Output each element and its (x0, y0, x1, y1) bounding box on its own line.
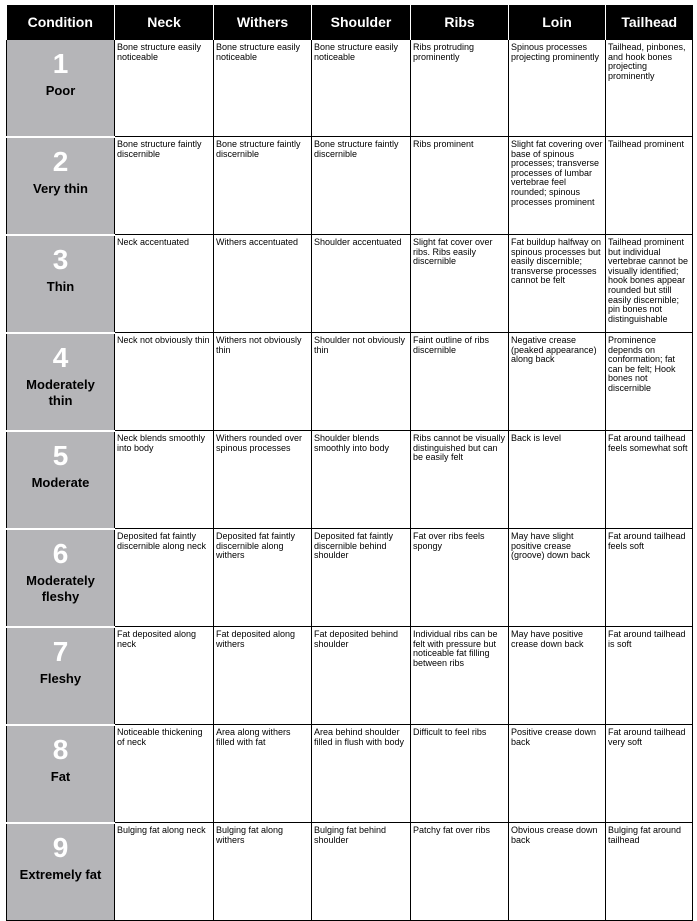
condition-label: Fleshy (39, 670, 82, 686)
neck-cell: Fat deposited along neck (115, 627, 214, 725)
table-row (7, 627, 693, 725)
condition-score: 6 (52, 537, 69, 569)
tailhead-cell: Tailhead prominent (606, 137, 693, 235)
condition-cell (7, 823, 115, 921)
condition-label: Moderate (31, 474, 90, 490)
condition-score: 1 (52, 47, 69, 79)
ribs-cell: Ribs protruding prominently (411, 40, 509, 137)
loin-cell: Spinous processes projecting prominently (509, 40, 606, 137)
shoulder-cell: Shoulder blends smoothly into body (312, 431, 411, 529)
condition-score: 8 (52, 733, 69, 765)
loin-cell: Obvious crease down back (509, 823, 606, 921)
neck-cell: Bulging fat along neck (115, 823, 214, 921)
table-row (7, 529, 693, 627)
neck-cell: Bone structure easily noticeable (115, 40, 214, 137)
loin-cell: Negative crease (peaked appearance) along back (509, 333, 606, 431)
neck-cell: Neck not obviously thin (115, 333, 214, 431)
condition-score: 7 (52, 635, 69, 667)
withers-cell: Withers rounded over spinous processes (214, 431, 312, 529)
ribs-cell: Slight fat cover over ribs. Ribs easily discernible (411, 235, 509, 333)
withers-cell: Deposited fat faintly discernible along withers (214, 529, 312, 627)
condition-score: 4 (52, 341, 69, 373)
header-neck: Neck (115, 5, 214, 40)
condition-cell (7, 627, 115, 725)
tailhead-cell: Bulging fat around tailhead (606, 823, 693, 921)
tailhead-cell: Fat around tailhead is soft (606, 627, 693, 725)
condition-label: Extremely fat (19, 866, 102, 882)
condition-label: Fat (50, 768, 71, 784)
tailhead-cell: Tailhead, pinbones, and hook bones projecting prominently (606, 40, 693, 137)
condition-label: Very thin (33, 180, 88, 196)
loin-cell: Slight fat covering over base of spinous processes; transverse processes of lumbar vertebrae feel rounded; spinous processes prominent (509, 137, 606, 235)
ribs-cell: Fat over ribs feels spongy (411, 529, 509, 627)
tailhead-cell: Fat around tailhead feels somewhat soft (606, 431, 693, 529)
header-withers: Withers (214, 5, 312, 40)
shoulder-cell: Deposited fat faintly discernible behind shoulder (312, 529, 411, 627)
neck-cell: Noticeable thickening of neck (115, 725, 214, 823)
shoulder-cell: Bone structure faintly discernible (312, 137, 411, 235)
condition-label: Thin (46, 278, 75, 294)
header-row (7, 5, 693, 40)
tailhead-cell: Tailhead prominent but individual vertebrae cannot be visually identified; hook bones appear rounded but still easily discernible; pin bones not distinguishable (606, 235, 693, 333)
header-condition: Condition (7, 5, 115, 40)
condition-label: Poor (45, 82, 76, 98)
table-row (7, 823, 693, 921)
condition-label: Moderately fleshy (26, 572, 95, 604)
header-tailhead: Tailhead (606, 5, 693, 40)
withers-cell: Bone structure faintly discernible (214, 137, 312, 235)
withers-cell: Withers accentuated (214, 235, 312, 333)
neck-cell: Deposited fat faintly discernible along neck (115, 529, 214, 627)
tailhead-cell: Fat around tailhead very soft (606, 725, 693, 823)
condition-table (6, 5, 693, 921)
condition-score: 5 (52, 439, 69, 471)
table-row (7, 725, 693, 823)
loin-cell: Fat buildup halfway on spinous processes but easily discernible; transverse processes cannot be felt (509, 235, 606, 333)
table-row (7, 40, 693, 137)
withers-cell: Bone structure easily noticeable (214, 40, 312, 137)
condition-cell (7, 333, 115, 431)
header-loin: Loin (509, 5, 606, 40)
condition-cell (7, 137, 115, 235)
tailhead-cell: Fat around tailhead feels soft (606, 529, 693, 627)
ribs-cell: Individual ribs can be felt with pressure but noticeable fat filling between ribs (411, 627, 509, 725)
tailhead-cell: Prominence depends on conformation; fat can be felt; Hook bones not discernible (606, 333, 693, 431)
condition-score: 2 (52, 145, 69, 177)
shoulder-cell: Shoulder accentuated (312, 235, 411, 333)
shoulder-cell: Area behind shoulder filled in flush with body (312, 725, 411, 823)
table-row (7, 333, 693, 431)
table-row (7, 235, 693, 333)
condition-cell (7, 431, 115, 529)
ribs-cell: Difficult to feel ribs (411, 725, 509, 823)
neck-cell: Bone structure faintly discernible (115, 137, 214, 235)
loin-cell: Back is level (509, 431, 606, 529)
withers-cell: Fat deposited along withers (214, 627, 312, 725)
condition-cell (7, 725, 115, 823)
loin-cell: May have slight positive crease (groove) down back (509, 529, 606, 627)
header-shoulder: Shoulder (312, 5, 411, 40)
ribs-cell: Patchy fat over ribs (411, 823, 509, 921)
withers-cell: Area along withers filled with fat (214, 725, 312, 823)
table-row (7, 137, 693, 235)
loin-cell: May have positive crease down back (509, 627, 606, 725)
condition-score: 9 (52, 831, 69, 863)
shoulder-cell: Bone structure easily noticeable (312, 40, 411, 137)
withers-cell: Bulging fat along withers (214, 823, 312, 921)
ribs-cell: Ribs cannot be visually distinguished but can be easily felt (411, 431, 509, 529)
loin-cell: Positive crease down back (509, 725, 606, 823)
header-ribs: Ribs (411, 5, 509, 40)
shoulder-cell: Bulging fat behind shoulder (312, 823, 411, 921)
condition-cell (7, 529, 115, 627)
condition-score: 3 (52, 243, 69, 275)
shoulder-cell: Shoulder not obviously thin (312, 333, 411, 431)
neck-cell: Neck blends smoothly into body (115, 431, 214, 529)
ribs-cell: Faint outline of ribs discernible (411, 333, 509, 431)
shoulder-cell: Fat deposited behind shoulder (312, 627, 411, 725)
withers-cell: Withers not obviously thin (214, 333, 312, 431)
condition-label: Moderately thin (26, 376, 95, 408)
condition-cell (7, 40, 115, 137)
table-row (7, 431, 693, 529)
neck-cell: Neck accentuated (115, 235, 214, 333)
condition-cell (7, 235, 115, 333)
ribs-cell: Ribs prominent (411, 137, 509, 235)
